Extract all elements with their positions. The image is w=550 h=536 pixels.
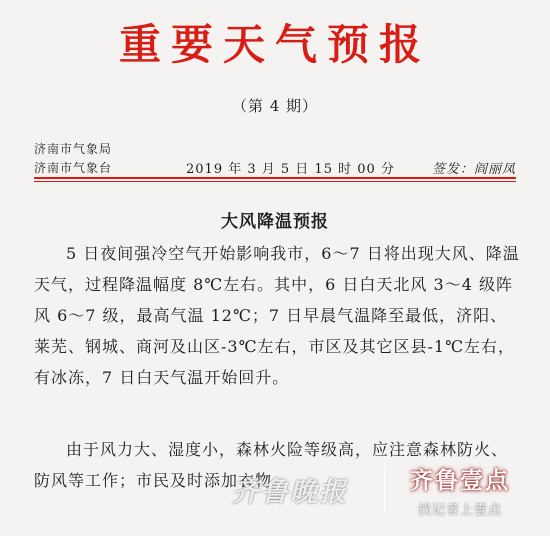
watermark-tagline: 找记者上壹点 bbox=[417, 503, 502, 518]
forecast-heading: 大风降温预报 bbox=[221, 212, 329, 232]
bulletin-title: 重要天气预报 bbox=[118, 20, 431, 69]
issuing-bureau: 济南市气象局 bbox=[34, 142, 113, 156]
header-divider-thin bbox=[34, 181, 516, 182]
watermark-paper-name: 齐鲁晚报 bbox=[232, 477, 348, 508]
signer: 签发：阎丽凤 bbox=[431, 162, 516, 177]
header-divider bbox=[34, 177, 516, 179]
watermark-logo bbox=[396, 462, 524, 520]
watermark-divider bbox=[384, 466, 385, 514]
watermark-brand: 齐鲁壹点 bbox=[410, 468, 510, 494]
issue-number: （第 4 期） bbox=[231, 97, 319, 115]
issue-date: 2019 年 3 月 5 日 15 时 00 分 bbox=[186, 162, 395, 177]
issuing-observatory: 济南市气象台 bbox=[34, 161, 113, 175]
advice-paragraph: 由于风力大、湿度小，森林火险等级高，应注意森林防火、防风等工作；市民及时添加衣物。 bbox=[34, 440, 509, 490]
forecast-paragraph: 5 日夜间强冷空气开始影响我市，6～7 日将出现大风、降温天气，过程降温幅度 8℃左右。其中，6 日白天北风 3～4 级阵风 6～7 级，最高气温 12℃；7 日早晨气温降至最低，济阳、莱芜、钢城、商河及山区-3℃左右，市区及其它区县-1℃左右，有冰冻，7 日白天气温开始回升。 bbox=[34, 244, 520, 387]
